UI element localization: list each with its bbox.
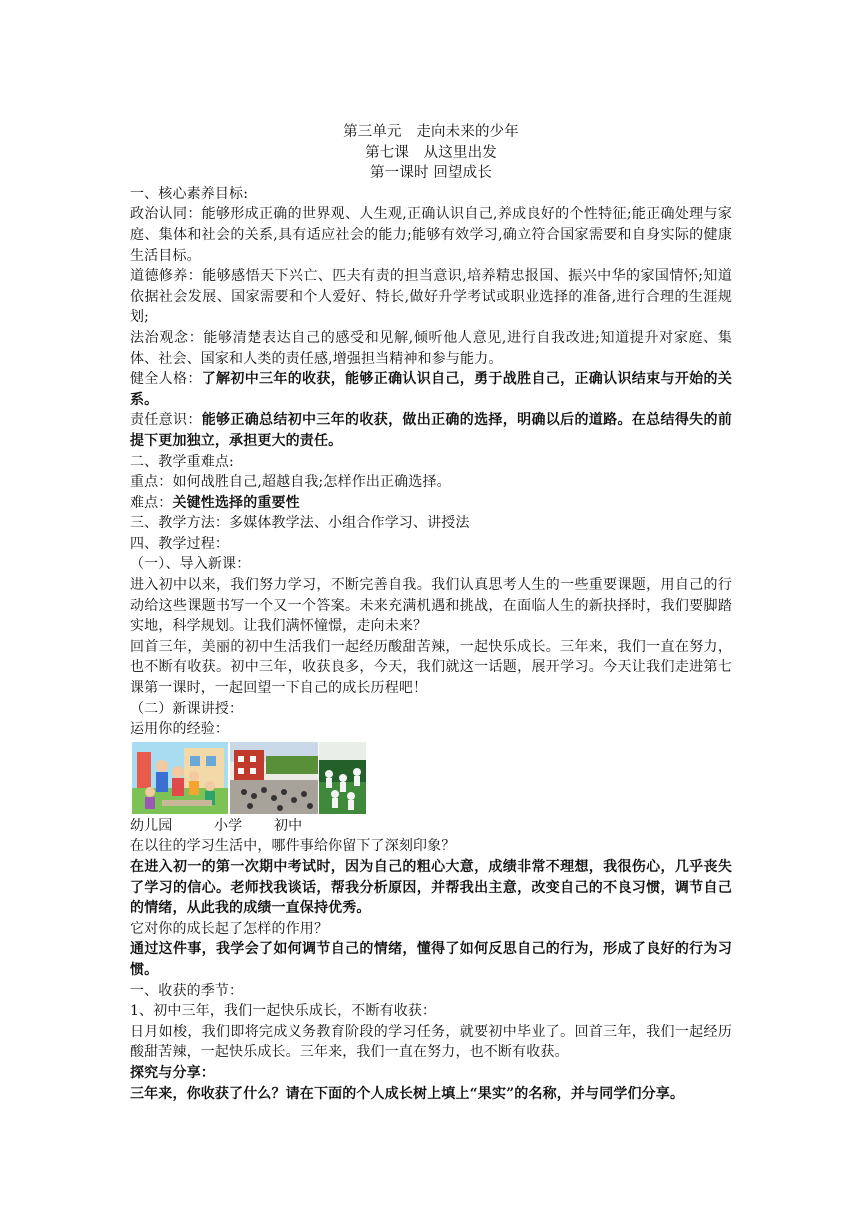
responsibility-text: 能够正确总结初中三年的收获，做出正确的选择，明确以后的道路。在总结得失的前提下更加独立，承担更大的责任。 [130, 412, 732, 449]
harvest-paragraph: 日月如梭，我们即将完成义务教育阶段的学习任务，就要初中毕业了。回首三年，我们一起经历酸甜苦辣，一起快乐成长。三年来，我们一直在努力，也不断有收获。 [130, 1023, 732, 1061]
sound-personality [130, 369, 732, 410]
moral-label: 道德修养： [130, 268, 203, 285]
intro-paragraph-1: 进入初中以来，我们努力学习，不断完善自我。我们认真思考人生的一些重要课题，用自己的行动给这些课题书写一个又一个答案。未来充满机遇和挑战，在面临人生的新抉择时，我们要脚踏实地，科学规划。让我们满怀憧憬，走向未来？ [130, 577, 732, 635]
image-captions [130, 816, 732, 837]
intro-heading: （一）、导入新课： [130, 556, 251, 573]
difficult-label: 难点： [130, 494, 173, 511]
harvest-task: 三年来，你收获了什么？请在下面的个人成长树上填上“果实”的名称，并与同学们分享。 [130, 1085, 685, 1102]
unit-title: 第三单元 走向未来的少年 [343, 124, 519, 140]
answer-2: 通过这件事，我学会了如何调节自己的情绪，懂得了如何反思自己的行为，形成了良好的行为习惯。 [130, 941, 732, 978]
difficult-point [130, 493, 732, 514]
kindergarten-image [132, 742, 228, 814]
intro-paragraph-2: 回首三年，美丽的初中生活我们一起经历酸甜苦辣，一起快乐成长。三年来，我们一直在努力，也不断有收获。初中三年，收获良多，今天，我们就这一话题，展开学习。今天让我们走进第七课第一课时，一起回望一下自己的成长历程吧！ [130, 638, 732, 697]
junior-school-image [319, 742, 366, 814]
process-heading: 四、教学过程： [130, 535, 230, 552]
law-label: 法治观念： [130, 329, 204, 346]
question-1: 在以往的学习生活中，哪件事给你留下了深刻印象？ [130, 838, 456, 855]
caption-primary: 小学 [214, 817, 243, 834]
growth-images [130, 742, 732, 816]
key-points-heading: 二、教学重难点: [130, 453, 234, 470]
key-point: 重点：如何战胜自己,超越自我;怎样作出正确选择。 [130, 474, 451, 491]
responsibility [130, 410, 732, 451]
political-text: 能够形成正确的世界观、人生观,正确认识自己,养成良好的个性特征;能正确处理与家庭、集体和社会的关系,具有适应社会的能力;能够有效学习,确立符合国家需要和自身实际的健康生活目标。 [130, 206, 732, 264]
caption-junior: 初中 [274, 817, 303, 834]
harvest-subheading: 1、初中三年，我们一起快乐成长，不断有收获： [130, 1003, 437, 1020]
moral-text: 能够感悟天下兴亡、匹夫有责的担当意识,培养精忠报国、振兴中华的家国情怀;知道依据社会发展、国家需要和个人爱好、特长,做好升学考试或职业选择的准备,进行合理的生涯规划; [130, 268, 733, 326]
personality-text: 了解初中三年的收获，能够正确认识自己，勇于战胜自己，正确认识结束与开始的关系。 [130, 371, 732, 408]
lesson-document [130, 122, 732, 1104]
primary-school-image [230, 742, 318, 814]
lesson-title: 第七课 从这里出发 [365, 144, 497, 161]
core-goals-heading: 一、核心素养目标: [130, 185, 249, 202]
teaching-methods: 三、教学方法：多媒体教学法、小组合作学习、讲授法 [130, 515, 470, 532]
caption-kindergarten: 幼儿园 [130, 817, 173, 834]
question-2: 它对你的成长起了怎样的作用？ [130, 920, 329, 937]
difficult-text: 关键性选择的重要性 [172, 494, 300, 511]
law-text: 能够清楚表达自己的感受和见解,倾听他人意见,进行自我改进;知道提升对家庭、集体、社会、国家和人类的责任感,增强担当精神和参与能力。 [130, 329, 732, 367]
period-title: 第一课时 回望成长 [370, 165, 492, 182]
responsibility-label: 责任意识： [130, 412, 202, 429]
new-lesson-heading: （二）新课讲授： [130, 700, 244, 717]
political-label: 政治认同： [130, 206, 202, 223]
personality-label: 健全人格： [130, 371, 202, 388]
answer-1: 在进入初一的第一次期中考试时，因为自己的粗心大意，成绩非常不理想，我很伤心，几乎丧失了学习的信心。老师找我谈话，帮我分析原因，并帮我出主意，改变自己的不良习惯，调节自己的情绪，从此我的成绩一直保持优秀。 [130, 859, 732, 917]
harvest-heading: 一、收获的季节： [130, 982, 244, 999]
political-identity [130, 204, 732, 266]
explore-share-label: 探究与分享： [130, 1064, 215, 1081]
law-concept [130, 328, 732, 369]
moral-cultivation [130, 266, 732, 328]
use-experience-label: 运用你的经验： [130, 721, 230, 738]
